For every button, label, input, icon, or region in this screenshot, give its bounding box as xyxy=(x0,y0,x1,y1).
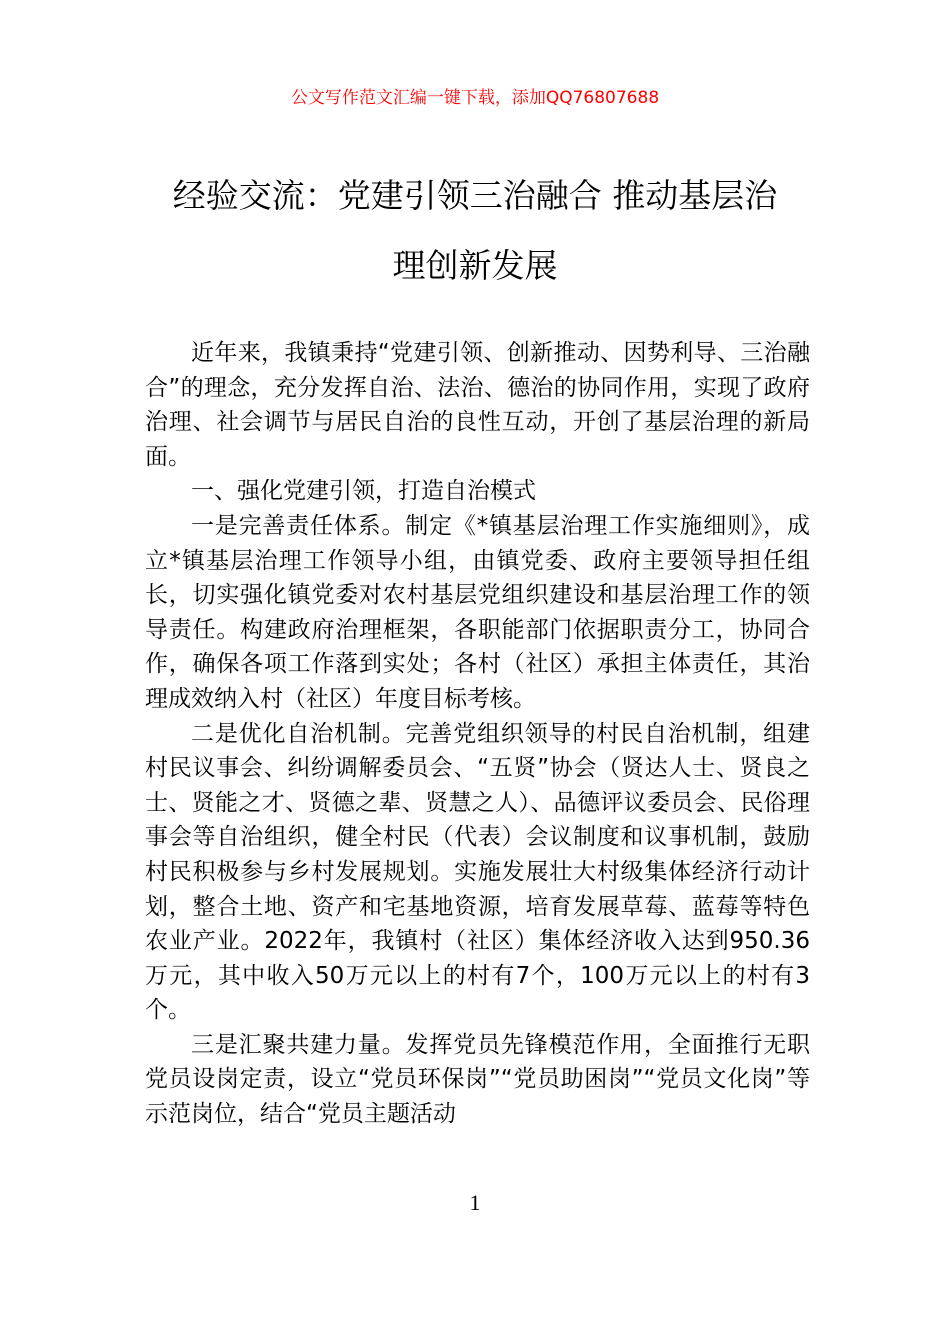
page-number: 1 xyxy=(469,1190,481,1215)
document-title-line-2: 理创新发展 xyxy=(392,246,558,285)
paragraph-autonomy: 二是优化自治机制。完善党组织领导的村民自治机制，组建村民议事会、纠纷调解委员会、“五贤”协会（贤达人士、贤良之士、贤能之才、贤德之辈、贤慧之人）、品德评议委员会、民俗理事会等自治组织，健全村民（代表）会议制度和议事机制，鼓励村民积极参与乡村发展规划。实施发展壮大村级集体经济行动计划，整合土地、资产和宅基地资源，培育发展草莓、蓝莓等特色农业产业。2022年，我镇村（社区）集体经济收入达到950.36万元，其中收入50万元以上的村有7个，100万元以上的村有3个。 xyxy=(145,720,810,1024)
paragraph-intro: 近年来，我镇秉持“党建引领、创新推动、因势利导、三治融合”的理念，充分发挥自治、法治、德治的协同作用，实现了政府治理、社会调节与居民自治的良性互动，开创了基层治理的新局面。 xyxy=(145,340,810,470)
document-body xyxy=(145,336,810,1132)
section-heading: 一、强化党建引领，打造自治模式 xyxy=(191,478,536,505)
paragraph-responsibility: 一是完善责任体系。制定《*镇基层治理工作实施细则》，成立*镇基层治理工作领导小组，由镇党委、政府主要领导担任组长，切实强化镇党委对农村基层党组织建设和基层治理工作的领导责任。构建政府治理框架，各职能部门依据职责分工，协同合作，确保各项工作落到实处；各村（社区）承担主体责任，其治理成效纳入村（社区）年度目标考核。 xyxy=(145,512,810,712)
paragraph-cobuilding: 三是汇聚共建力量。发挥党员先锋模范作用，全面推行无职党员设岗定责，设立“党员环保岗”“党员助困岗”“党员文化岗”等示范岗位，结合“党员主题活动 xyxy=(145,1031,810,1128)
document-title-line-1: 经验交流：党建引领三治融合 推动基层治 xyxy=(172,176,778,215)
watermark-text: 公文写作范文汇编一键下载，添加QQ76807688 xyxy=(290,88,660,108)
